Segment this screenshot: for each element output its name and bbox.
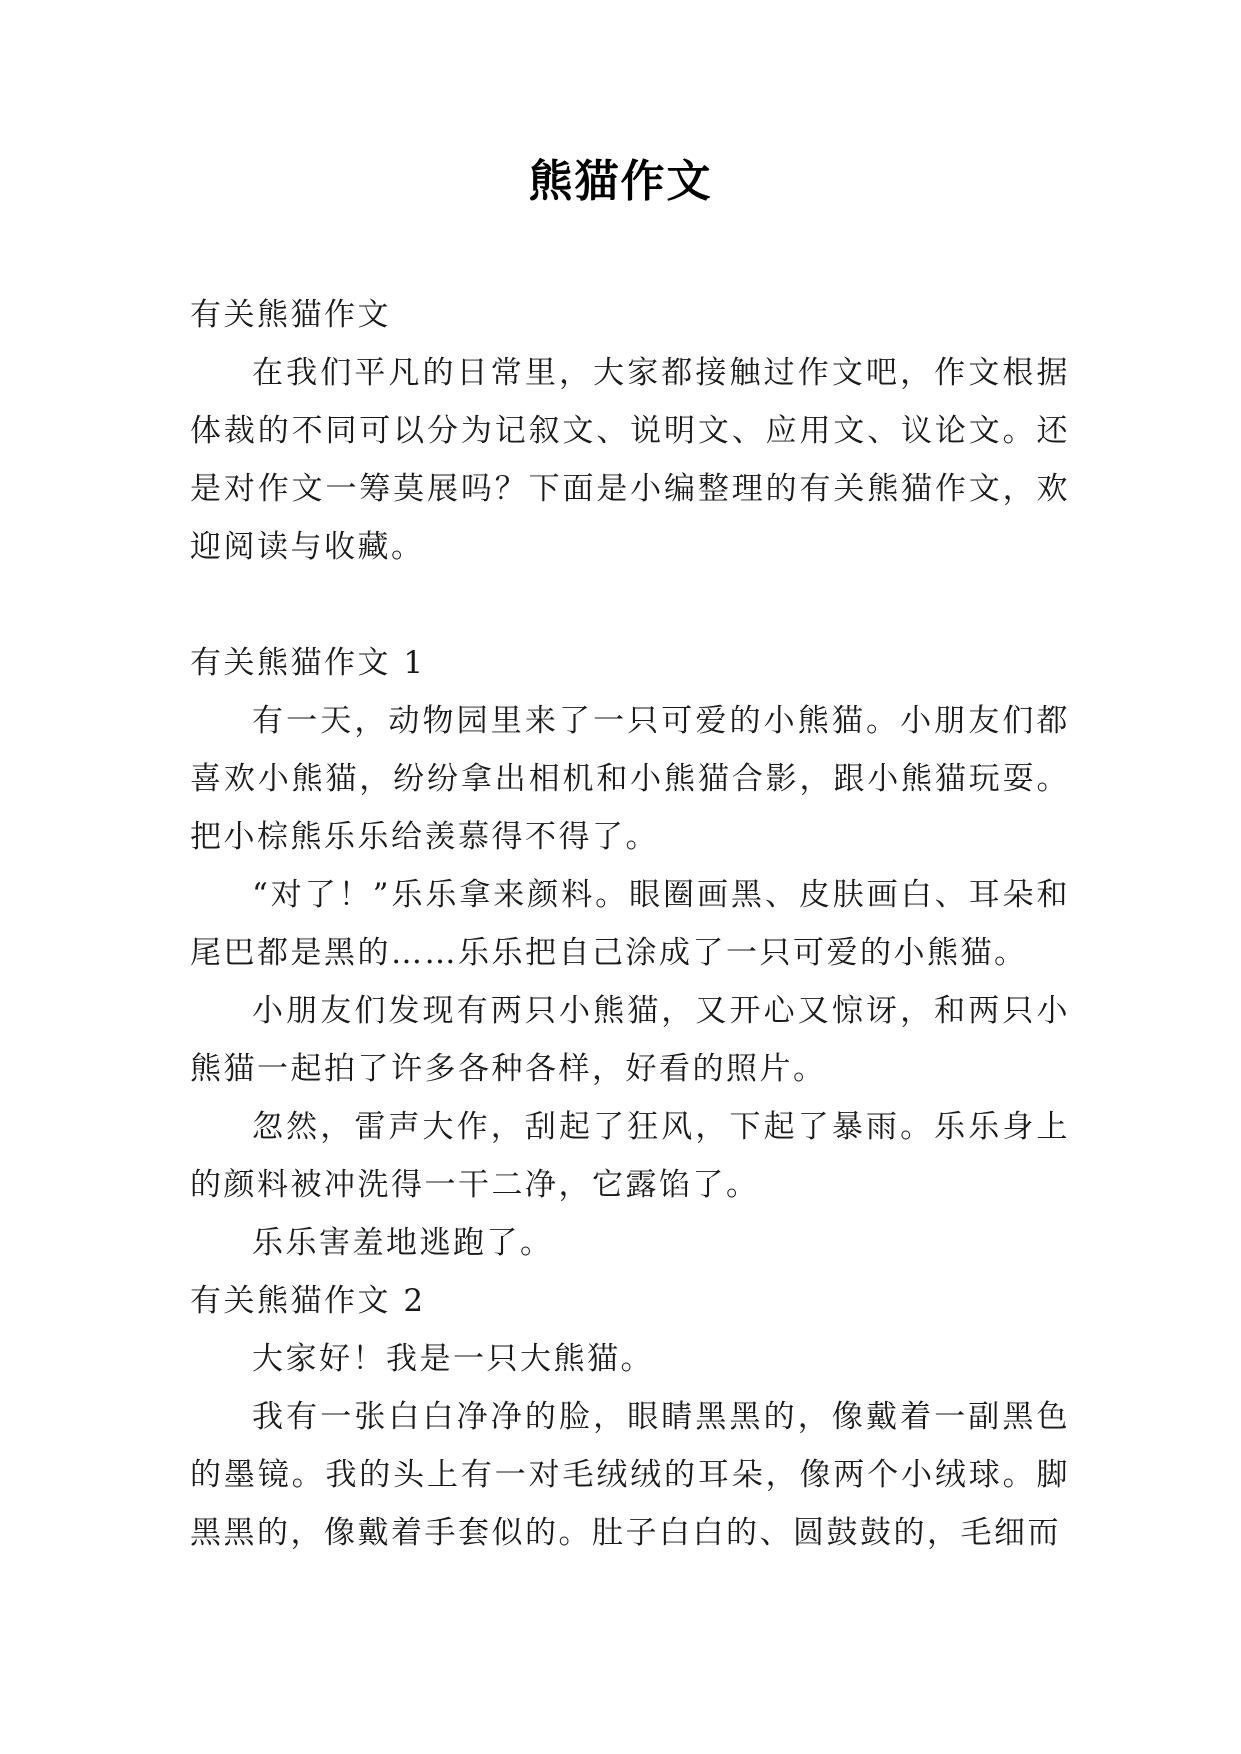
essay2-paragraph: 我有一张白白净净的脸，眼睛黑黑的，像戴着一副黑色的墨镜。我的头上有一对毛绒绒的耳朵，像两个小绒球。脚黑黑的，像戴着手套似的。肚子白白的、圆鼓鼓的，毛细而 bbox=[190, 1399, 1070, 1551]
intro-heading: 有关熊猫作文 bbox=[190, 297, 391, 333]
essay1-paragraph: “对了！”乐乐拿来颜料。眼圈画黑、皮肤画白、耳朵和尾巴都是黑的……乐乐把自己涂成了一只可爱的小熊猫。 bbox=[190, 877, 1070, 971]
essay1-paragraph: 小朋友们发现有两只小熊猫，又开心又惊讶，和两只小熊猫一起拍了许多各种各样，好看的照片。 bbox=[190, 993, 1070, 1087]
document-body bbox=[190, 286, 1070, 1562]
document-title: 熊猫作文 bbox=[528, 156, 713, 207]
essay1-heading: 有关熊猫作文 1 bbox=[190, 645, 426, 681]
essay1-paragraph: 有一天，动物园里来了一只可爱的小熊猫。小朋友们都喜欢小熊猫，纷纷拿出相机和小熊猫合影，跟小熊猫玩耍。把小棕熊乐乐给羡慕得不得了。 bbox=[190, 703, 1070, 855]
section-gap bbox=[190, 576, 1070, 634]
essay2-paragraph: 大家好！我是一只大熊猫。 bbox=[252, 1341, 654, 1377]
essay2-heading: 有关熊猫作文 2 bbox=[190, 1283, 426, 1319]
essay1-paragraph: 忽然，雷声大作，刮起了狂风，下起了暴雨。乐乐身上的颜料被冲洗得一干二净，它露馅了。 bbox=[190, 1109, 1070, 1203]
intro-paragraph: 在我们平凡的日常里，大家都接触过作文吧，作文根据体裁的不同可以分为记叙文、说明文、应用文、议论文。还是对作文一筹莫展吗？下面是小编整理的有关熊猫作文，欢迎阅读与收藏。 bbox=[190, 355, 1070, 565]
essay1-paragraph: 乐乐害羞地逃跑了。 bbox=[252, 1225, 554, 1261]
